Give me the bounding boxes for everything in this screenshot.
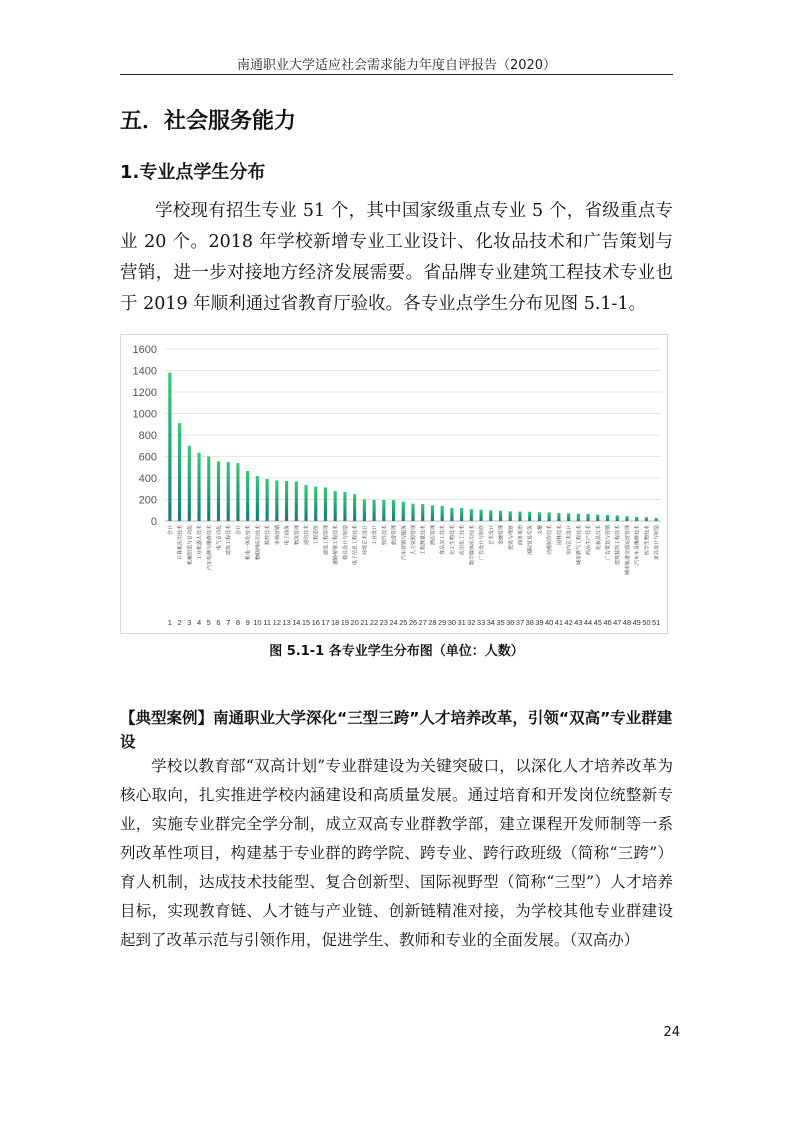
x-index-label: 38 — [525, 618, 534, 627]
bar — [275, 480, 278, 521]
x-index-label: 36 — [506, 618, 515, 627]
x-index-label: 44 — [583, 618, 593, 627]
bar — [304, 485, 307, 521]
bar — [450, 508, 453, 521]
bar — [489, 510, 492, 521]
bar — [324, 487, 327, 521]
bar — [645, 517, 648, 521]
x-index-label: 1 — [167, 618, 172, 627]
x-index-label: 2 — [177, 618, 182, 627]
x-index-label: 21 — [360, 618, 369, 627]
x-index-label: 42 — [564, 618, 573, 627]
category-label: 医学生物技术 — [644, 525, 651, 556]
bar — [421, 504, 424, 521]
category-label: 建筑装饰工程技术 — [615, 525, 622, 566]
bar — [460, 508, 463, 521]
category-label: 合计 — [167, 525, 174, 536]
bar — [577, 514, 580, 521]
category-label: 电子商务 — [284, 525, 291, 546]
x-index-label: 31 — [457, 618, 466, 627]
bar — [596, 515, 599, 521]
category-label: 酒店管理 — [430, 525, 437, 546]
bar — [557, 513, 560, 521]
category-label: 投资与理财 — [508, 525, 515, 551]
header-rule — [120, 74, 673, 75]
x-index-label: 19 — [340, 618, 350, 627]
section-title: 五．社会服务能力 — [120, 109, 297, 134]
case-paragraph: 学校以教育部“双高计划”专业群建设为关键突破口，以深化人才培养改革为核心取向，扎实推进学校内涵建设和高质量发展。通过培育和开发岗位统整新专业，实施专业群完全学分制，成立双高专业群教学部，建立课程开发师制等一系列改革性项目，构建基于专业群的跨学院、跨专业、跨行政班级（简称“三跨”）育人机制，达成技术技能型、复合创新型、国际视野型（简称“三型”）人才培养目标，实现教育链、人才链与产业链、创新链精准对接，为学校其他专业群建设起到了改革示范与引领作用，促进学生、教师和专业的全面发展。（双高办） — [120, 757, 673, 949]
category-label: 应用化工技术 — [459, 525, 466, 556]
x-index-label: 16 — [311, 618, 320, 627]
category-label: 环境艺术设计 — [362, 525, 369, 556]
x-index-label: 32 — [467, 618, 476, 627]
bar — [168, 373, 171, 521]
x-index-label: 13 — [282, 618, 291, 627]
bar — [538, 512, 541, 521]
x-index-label: 23 — [379, 618, 388, 627]
x-index-label: 51 — [651, 618, 661, 627]
y-tick-label: 0 — [150, 516, 157, 528]
x-index-label: 12 — [272, 618, 282, 627]
bar — [392, 500, 395, 521]
category-label: 城市燃气工程技术 — [576, 525, 583, 566]
x-index-label: 41 — [554, 618, 564, 627]
y-tick-label: 400 — [138, 473, 157, 485]
bar — [411, 504, 414, 521]
x-index-label: 4 — [196, 618, 202, 627]
x-index-label: 34 — [486, 618, 495, 627]
x-index-label: 5 — [206, 618, 211, 627]
x-index-label: 40 — [544, 618, 554, 627]
bar — [207, 457, 210, 522]
category-label: 道路桥梁工程技术 — [333, 525, 340, 566]
category-label: 文秘 — [537, 525, 544, 536]
bar — [480, 510, 483, 521]
distribution-chart — [120, 334, 668, 634]
x-index-label: 26 — [408, 618, 418, 627]
x-index-label: 9 — [245, 618, 250, 627]
x-index-label: 33 — [476, 618, 486, 627]
bar — [295, 481, 298, 521]
x-index-label: 15 — [301, 618, 311, 627]
bar — [431, 505, 434, 521]
category-label: 室内艺术设计 — [566, 525, 573, 556]
category-label: 建设工程管理 — [323, 525, 330, 556]
x-index-label: 20 — [350, 618, 359, 627]
x-index-label: 8 — [235, 618, 241, 627]
bar — [382, 500, 385, 521]
category-label: 园林技术 — [556, 525, 563, 546]
category-label: 汽车营销与服务 — [401, 525, 408, 561]
bar — [188, 446, 191, 521]
bar — [518, 512, 521, 521]
category-label: 市场营销 — [274, 525, 281, 546]
category-label: 会计 — [235, 525, 242, 536]
x-index-label: 46 — [603, 618, 612, 627]
bar — [509, 511, 512, 521]
x-index-label: 45 — [593, 618, 602, 627]
x-index-label: 27 — [418, 618, 427, 627]
bar — [587, 514, 590, 521]
bar — [363, 499, 366, 521]
bar — [314, 487, 317, 521]
category-label: 药品生产技术 — [586, 525, 593, 556]
bar — [616, 515, 619, 521]
category-label: 化工生物技术 — [449, 525, 456, 556]
x-index-label: 18 — [331, 618, 340, 627]
intro-paragraph: 学校现有招生专业 51 个，其中国家级重点专业 5 个，省级重点专业 20 个。2018 年学校新增专业工业设计、化妆品技术和广告策划与营销，进一步对接地方经济发展需要。省品牌专业建筑工程技术专业也于 2019 年顺利通过省教育厅验收。各专业点学生分布见图 5.1-1。 — [120, 201, 673, 314]
category-label: 机电一体化技术 — [245, 525, 252, 561]
category-label: 机械制造与自动化 — [187, 525, 194, 566]
page-number: 24 — [663, 1025, 680, 1040]
figure-caption: 图 5.1-1 各专业学生分布图（单位：人数） — [269, 644, 524, 659]
category-label: 艺术设计 — [488, 525, 495, 546]
category-label: 电子信息工程技术 — [352, 525, 359, 566]
bar — [178, 423, 181, 521]
bar — [246, 471, 249, 521]
category-label: 国际贸易实务 — [527, 525, 534, 556]
running-header: 南通职业大学适应社会需求能力年度自评报告（2020） — [236, 58, 557, 73]
category-label: 动漫制作技术 — [547, 525, 554, 556]
bar — [441, 506, 444, 521]
y-tick-label: 1600 — [132, 344, 157, 356]
chart-svg — [121, 335, 667, 633]
x-index-label: 30 — [447, 618, 457, 627]
category-label: 工程造价 — [313, 525, 320, 546]
category-label: 工业设计 — [372, 525, 379, 546]
x-index-label: 48 — [622, 618, 632, 627]
x-index-label: 24 — [389, 618, 398, 627]
bar — [256, 476, 259, 521]
x-index-label: 3 — [187, 618, 192, 627]
category-label: 建筑工程技术 — [226, 525, 233, 556]
bar — [227, 462, 230, 521]
category-label: 数字媒体应用技术 — [469, 525, 476, 566]
category-label: 商务英语 — [517, 525, 524, 546]
category-label: 电气自动化 — [216, 525, 223, 551]
category-label: 城市轨道交通运营管理 — [624, 525, 631, 576]
y-tick-label: 200 — [138, 494, 157, 507]
x-index-label: 29 — [438, 618, 447, 627]
bar — [606, 515, 609, 521]
category-label: 计算机应用技术 — [177, 525, 184, 561]
category-label: 家具设计与制造 — [654, 525, 661, 561]
bar — [334, 491, 337, 521]
category-label: 人力资源管理 — [411, 525, 417, 556]
category-label: 软件技术 — [381, 525, 388, 546]
bar — [285, 481, 288, 521]
bar — [655, 518, 658, 521]
bar — [353, 494, 356, 521]
x-index-label: 50 — [642, 618, 651, 627]
bar — [470, 509, 473, 521]
x-index-label: 25 — [399, 618, 408, 627]
category-label: 旅游管理 — [391, 525, 398, 546]
case-title: 【典型案例】南通职业大学深化“三型三跨”人才培养改革，引领“双高”专业群建设 — [120, 709, 673, 751]
x-index-label: 39 — [535, 618, 544, 627]
category-label: 汽车检测与维修技术 — [206, 525, 213, 571]
category-label: 物联网应用技术 — [255, 525, 262, 561]
category-label: 工程测量技术 — [420, 525, 427, 556]
category-label: 化妆品技术 — [595, 525, 602, 551]
y-tick-label: 600 — [138, 451, 157, 464]
category-label: 数控技术 — [265, 525, 272, 546]
x-index-label: 47 — [613, 618, 622, 627]
x-index-label: 14 — [292, 618, 301, 627]
subsection-title: 1.专业点学生分布 — [120, 162, 266, 183]
category-label: 金融管理 — [498, 525, 505, 546]
bar — [499, 511, 502, 521]
bar — [625, 516, 628, 521]
category-label: 通信技术 — [304, 525, 311, 546]
bar — [635, 517, 638, 521]
bar — [548, 512, 551, 521]
x-index-label: 10 — [253, 618, 262, 627]
x-index-label: 7 — [226, 618, 231, 627]
category-label: 广告设计与制作 — [479, 525, 486, 561]
x-index-label: 22 — [369, 618, 379, 627]
x-index-label: 35 — [496, 618, 505, 627]
y-tick-label: 800 — [138, 430, 157, 442]
category-label: 模具设计与制造 — [342, 525, 349, 561]
bar — [197, 453, 200, 521]
y-tick-label: 1400 — [132, 365, 157, 378]
x-index-label: 11 — [263, 618, 272, 627]
bar — [236, 463, 239, 521]
x-index-label: 17 — [321, 618, 330, 627]
bar — [266, 479, 269, 521]
bar — [528, 512, 531, 521]
x-index-label: 37 — [515, 618, 525, 627]
x-index-label: 28 — [428, 618, 437, 627]
x-index-label: 43 — [574, 618, 583, 627]
bar — [373, 500, 376, 521]
category-label: 食品加工技术 — [440, 525, 447, 556]
category-label: 广告策划与营销 — [605, 525, 612, 561]
category-label: 物流管理 — [294, 525, 301, 546]
x-index-label: 6 — [216, 618, 221, 627]
bar — [402, 502, 405, 521]
category-label: 汽车车身维修技术 — [634, 525, 641, 566]
y-tick-label: 1200 — [132, 387, 157, 399]
bar — [217, 461, 220, 521]
y-tick-label: 1000 — [132, 408, 157, 421]
category-label: 工业机器人技术 — [197, 525, 204, 561]
bar — [343, 492, 346, 521]
bar — [567, 513, 570, 521]
x-index-label: 49 — [632, 618, 641, 627]
